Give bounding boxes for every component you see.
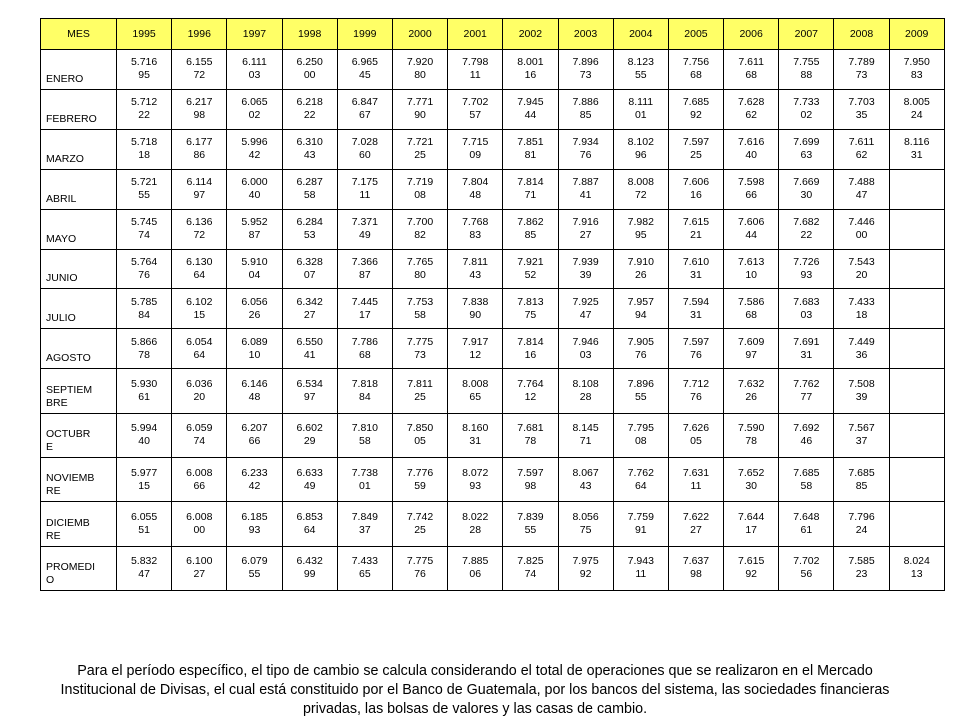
- rate-cell: 7.712 76: [668, 369, 723, 413]
- rate-cell: 6.114 97: [172, 169, 227, 209]
- rate-cell: 7.811 25: [392, 369, 447, 413]
- rate-cell: 7.920 80: [392, 50, 447, 90]
- rate-cell: 6.146 48: [227, 369, 282, 413]
- rate-cell: 7.814 71: [503, 169, 558, 209]
- rate-cell: 6.036 20: [172, 369, 227, 413]
- rate-cell: 7.611 62: [834, 129, 889, 169]
- rate-cell: 7.762 77: [779, 369, 834, 413]
- rate-cell: 7.616 40: [724, 129, 779, 169]
- rate-cell: 8.111 01: [613, 89, 668, 129]
- rate-cell: 5.952 87: [227, 209, 282, 249]
- rate-cell: 7.626 05: [668, 413, 723, 457]
- rate-cell: 7.776 59: [392, 457, 447, 501]
- rate-cell: 5.721 55: [117, 169, 172, 209]
- rate-cell: 7.775 73: [392, 329, 447, 369]
- table-row: [41, 209, 945, 249]
- month-cell: ABRIL: [41, 169, 117, 209]
- rate-cell: 7.699 63: [779, 129, 834, 169]
- rate-cell: 6.065 02: [227, 89, 282, 129]
- rate-cell: 7.917 12: [448, 329, 503, 369]
- rate-cell: 6.217 98: [172, 89, 227, 129]
- rate-cell: 6.218 22: [282, 89, 337, 129]
- rate-cell: 6.550 41: [282, 329, 337, 369]
- rate-cell: 6.853 64: [282, 502, 337, 546]
- rate-cell: 7.631 11: [668, 457, 723, 501]
- rate-cell: 6.287 58: [282, 169, 337, 209]
- rate-cell: 6.284 53: [282, 209, 337, 249]
- rate-cell: 6.342 27: [282, 289, 337, 329]
- header-year: 2009: [889, 19, 944, 50]
- rate-cell: 6.054 64: [172, 329, 227, 369]
- header-year: 2001: [448, 19, 503, 50]
- rate-cell: 7.685 58: [779, 457, 834, 501]
- rate-cell: 7.590 78: [724, 413, 779, 457]
- month-cell: SEPTIEM BRE: [41, 369, 117, 413]
- rate-cell: 7.606 16: [668, 169, 723, 209]
- rate-cell: 7.567 37: [834, 413, 889, 457]
- table-row: [41, 129, 945, 169]
- rate-cell: 7.765 80: [392, 249, 447, 289]
- header-year: 2008: [834, 19, 889, 50]
- rate-cell: 8.008 65: [448, 369, 503, 413]
- rate-cell: 7.764 12: [503, 369, 558, 413]
- rate-cell: 7.175 11: [337, 169, 392, 209]
- rate-cell: 6.534 97: [282, 369, 337, 413]
- month-cell: ENERO: [41, 50, 117, 90]
- rate-cell: 8.123 55: [613, 50, 668, 90]
- header-year: 2006: [724, 19, 779, 50]
- rate-cell: 7.597 98: [503, 457, 558, 501]
- rate-cell: 6.008 66: [172, 457, 227, 501]
- header-year: 2000: [392, 19, 447, 50]
- rate-cell: 7.628 62: [724, 89, 779, 129]
- rate-cell: 7.433 65: [337, 546, 392, 590]
- rate-cell: 7.719 08: [392, 169, 447, 209]
- month-cell: JULIO: [41, 289, 117, 329]
- month-cell: MARZO: [41, 129, 117, 169]
- rate-cell: 7.028 60: [337, 129, 392, 169]
- month-cell: AGOSTO: [41, 329, 117, 369]
- rate-cell: 7.838 90: [448, 289, 503, 329]
- rate-cell: 6.102 15: [172, 289, 227, 329]
- rate-cell: 7.804 48: [448, 169, 503, 209]
- rate-cell: 7.887 41: [558, 169, 613, 209]
- rate-cell: 7.613 10: [724, 249, 779, 289]
- rate-cell: 7.622 27: [668, 502, 723, 546]
- rate-cell: 8.001 16: [503, 50, 558, 90]
- rate-cell: [889, 457, 944, 501]
- rate-cell: 7.771 90: [392, 89, 447, 129]
- rate-cell: 7.925 47: [558, 289, 613, 329]
- rate-cell: 7.445 17: [337, 289, 392, 329]
- rate-cell: 7.885 06: [448, 546, 503, 590]
- rate-cell: 7.652 30: [724, 457, 779, 501]
- rate-cell: 7.813 75: [503, 289, 558, 329]
- rate-cell: [889, 329, 944, 369]
- rate-cell: 5.745 74: [117, 209, 172, 249]
- rate-cell: [889, 249, 944, 289]
- rate-cell: 7.682 22: [779, 209, 834, 249]
- rate-cell: 7.446 00: [834, 209, 889, 249]
- rate-cell: 7.738 01: [337, 457, 392, 501]
- rate-cell: 7.896 55: [613, 369, 668, 413]
- rate-cell: 7.702 57: [448, 89, 503, 129]
- rate-cell: 6.111 03: [227, 50, 282, 90]
- rate-cell: 7.488 47: [834, 169, 889, 209]
- month-cell: MAYO: [41, 209, 117, 249]
- rate-cell: 7.508 39: [834, 369, 889, 413]
- methodology-note: Para el período específico, el tipo de cambio se calcula considerando el total de operaciones que se realizaron en el Mercado Institucional de Divisas, el cual está constituido por el Banco de Guatemala, por los bancos del sistema, las sociedades financieras privadas, las bolsas de valores y las casas de cambio.: [60, 663, 890, 718]
- rate-cell: 7.598 66: [724, 169, 779, 209]
- rate-cell: [889, 209, 944, 249]
- rate-cell: 6.059 74: [172, 413, 227, 457]
- month-cell: NOVIEMB RE: [41, 457, 117, 501]
- rate-cell: 7.615 21: [668, 209, 723, 249]
- rate-cell: 8.005 24: [889, 89, 944, 129]
- rate-cell: 7.606 44: [724, 209, 779, 249]
- rate-cell: 6.055 51: [117, 502, 172, 546]
- rate-cell: 6.177 86: [172, 129, 227, 169]
- rate-cell: 6.847 67: [337, 89, 392, 129]
- rate-cell: 7.597 76: [668, 329, 723, 369]
- rate-cell: 6.056 26: [227, 289, 282, 329]
- rate-cell: 7.921 52: [503, 249, 558, 289]
- rate-cell: 7.433 18: [834, 289, 889, 329]
- header-year: 1996: [172, 19, 227, 50]
- rate-cell: 6.602 29: [282, 413, 337, 457]
- rate-cell: 7.798 11: [448, 50, 503, 90]
- table-row: [41, 546, 945, 590]
- rate-cell: 6.089 10: [227, 329, 282, 369]
- rate-cell: 7.896 73: [558, 50, 613, 90]
- rate-cell: 7.839 55: [503, 502, 558, 546]
- table-row: [41, 329, 945, 369]
- table-row: [41, 457, 945, 501]
- rate-cell: 7.742 25: [392, 502, 447, 546]
- rate-cell: 8.056 75: [558, 502, 613, 546]
- rate-cell: 7.692 46: [779, 413, 834, 457]
- month-cell: JUNIO: [41, 249, 117, 289]
- header-year: 1999: [337, 19, 392, 50]
- table-row: [41, 413, 945, 457]
- rate-cell: 7.609 97: [724, 329, 779, 369]
- rate-cell: 7.449 36: [834, 329, 889, 369]
- header-year: 2007: [779, 19, 834, 50]
- header-year: 2004: [613, 19, 668, 50]
- rate-cell: 6.155 72: [172, 50, 227, 90]
- header-year: 1998: [282, 19, 337, 50]
- rate-cell: 6.130 64: [172, 249, 227, 289]
- rate-cell: [889, 413, 944, 457]
- rate-cell: 5.716 95: [117, 50, 172, 90]
- rate-cell: 6.965 45: [337, 50, 392, 90]
- month-cell: OCTUBR E: [41, 413, 117, 457]
- rate-cell: [889, 369, 944, 413]
- rate-cell: 8.145 71: [558, 413, 613, 457]
- rate-cell: 7.715 09: [448, 129, 503, 169]
- rate-cell: [889, 289, 944, 329]
- rate-cell: 8.022 28: [448, 502, 503, 546]
- rate-cell: 7.648 61: [779, 502, 834, 546]
- rate-cell: 7.786 68: [337, 329, 392, 369]
- rate-cell: 7.585 23: [834, 546, 889, 590]
- header-year: 2002: [503, 19, 558, 50]
- rate-cell: 8.008 72: [613, 169, 668, 209]
- rate-cell: [889, 502, 944, 546]
- rate-cell: 7.371 49: [337, 209, 392, 249]
- rate-cell: 7.775 76: [392, 546, 447, 590]
- table-row: [41, 502, 945, 546]
- rate-cell: 8.116 31: [889, 129, 944, 169]
- rate-cell: 7.850 05: [392, 413, 447, 457]
- rate-cell: 5.866 78: [117, 329, 172, 369]
- rate-cell: 7.946 03: [558, 329, 613, 369]
- rate-cell: 7.851 81: [503, 129, 558, 169]
- rate-cell: 5.718 18: [117, 129, 172, 169]
- rate-cell: 7.934 76: [558, 129, 613, 169]
- rate-cell: 7.753 58: [392, 289, 447, 329]
- rate-cell: 7.681 78: [503, 413, 558, 457]
- rate-cell: 7.669 30: [779, 169, 834, 209]
- rate-cell: 7.762 64: [613, 457, 668, 501]
- table-row: [41, 289, 945, 329]
- rate-cell: 7.982 95: [613, 209, 668, 249]
- rate-cell: 7.756 68: [668, 50, 723, 90]
- rate-cell: 8.067 43: [558, 457, 613, 501]
- table-row: [41, 50, 945, 90]
- rate-cell: 6.185 93: [227, 502, 282, 546]
- rate-cell: 8.024 13: [889, 546, 944, 590]
- rate-cell: 7.703 35: [834, 89, 889, 129]
- table-row: [41, 169, 945, 209]
- rate-cell: 7.886 85: [558, 89, 613, 129]
- rate-cell: 7.905 76: [613, 329, 668, 369]
- rate-cell: 7.945 44: [503, 89, 558, 129]
- rate-cell: 8.108 28: [558, 369, 613, 413]
- rate-cell: 7.795 08: [613, 413, 668, 457]
- table-body: [41, 50, 945, 591]
- header-mes: MES: [41, 19, 117, 50]
- rate-cell: 5.930 61: [117, 369, 172, 413]
- rate-cell: 7.768 83: [448, 209, 503, 249]
- rate-cell: 6.207 66: [227, 413, 282, 457]
- rate-cell: 6.310 43: [282, 129, 337, 169]
- rate-cell: 7.611 68: [724, 50, 779, 90]
- rate-cell: 7.789 73: [834, 50, 889, 90]
- rate-cell: 7.726 93: [779, 249, 834, 289]
- rate-cell: 7.733 02: [779, 89, 834, 129]
- rate-cell: 6.079 55: [227, 546, 282, 590]
- header-year: 1995: [117, 19, 172, 50]
- rate-cell: 7.632 26: [724, 369, 779, 413]
- rate-cell: 7.910 26: [613, 249, 668, 289]
- rate-cell: 5.977 15: [117, 457, 172, 501]
- rate-cell: 7.975 92: [558, 546, 613, 590]
- header-year: 1997: [227, 19, 282, 50]
- header-year: 2005: [668, 19, 723, 50]
- rate-cell: 7.700 82: [392, 209, 447, 249]
- rate-cell: 7.721 25: [392, 129, 447, 169]
- rate-cell: 7.818 84: [337, 369, 392, 413]
- rate-cell: [889, 169, 944, 209]
- rate-cell: 5.832 47: [117, 546, 172, 590]
- rate-cell: 7.594 31: [668, 289, 723, 329]
- rate-cell: 6.136 72: [172, 209, 227, 249]
- month-cell: DICIEMB RE: [41, 502, 117, 546]
- rate-cell: 5.994 40: [117, 413, 172, 457]
- rate-cell: 7.759 91: [613, 502, 668, 546]
- table-header-row: [41, 19, 945, 50]
- rate-cell: 7.950 83: [889, 50, 944, 90]
- rate-cell: 7.543 20: [834, 249, 889, 289]
- rate-cell: 7.862 85: [503, 209, 558, 249]
- rate-cell: 7.957 94: [613, 289, 668, 329]
- table-row: [41, 249, 945, 289]
- rate-cell: 7.366 87: [337, 249, 392, 289]
- rate-cell: 7.691 31: [779, 329, 834, 369]
- rate-cell: 7.702 56: [779, 546, 834, 590]
- rate-cell: 5.910 04: [227, 249, 282, 289]
- rate-cell: 7.814 16: [503, 329, 558, 369]
- table-row: [41, 89, 945, 129]
- rate-cell: 7.796 24: [834, 502, 889, 546]
- rate-cell: 7.586 68: [724, 289, 779, 329]
- rate-cell: 7.615 92: [724, 546, 779, 590]
- rate-cell: 6.432 99: [282, 546, 337, 590]
- rate-cell: 7.825 74: [503, 546, 558, 590]
- rate-cell: 7.597 25: [668, 129, 723, 169]
- rate-cell: 7.644 17: [724, 502, 779, 546]
- rate-cell: 6.008 00: [172, 502, 227, 546]
- rate-cell: 7.637 98: [668, 546, 723, 590]
- rate-cell: 6.000 40: [227, 169, 282, 209]
- rate-cell: 7.810 58: [337, 413, 392, 457]
- rate-cell: 7.943 11: [613, 546, 668, 590]
- rate-cell: 5.785 84: [117, 289, 172, 329]
- rate-cell: 7.811 43: [448, 249, 503, 289]
- header-year: 2003: [558, 19, 613, 50]
- rate-cell: 6.233 42: [227, 457, 282, 501]
- rate-cell: 8.102 96: [613, 129, 668, 169]
- rate-cell: 7.849 37: [337, 502, 392, 546]
- rate-cell: 7.685 85: [834, 457, 889, 501]
- month-cell: PROMEDI O: [41, 546, 117, 590]
- rate-cell: 6.100 27: [172, 546, 227, 590]
- table-row: [41, 369, 945, 413]
- rate-cell: 7.755 88: [779, 50, 834, 90]
- rate-cell: 5.996 42: [227, 129, 282, 169]
- rate-cell: 7.610 31: [668, 249, 723, 289]
- rate-cell: 5.712 22: [117, 89, 172, 129]
- rate-cell: 6.250 00: [282, 50, 337, 90]
- rate-cell: 5.764 76: [117, 249, 172, 289]
- month-cell: FEBRERO: [41, 89, 117, 129]
- rate-cell: 6.633 49: [282, 457, 337, 501]
- rate-cell: 8.072 93: [448, 457, 503, 501]
- rate-cell: 8.160 31: [448, 413, 503, 457]
- rate-cell: 7.685 92: [668, 89, 723, 129]
- rate-cell: 6.328 07: [282, 249, 337, 289]
- exchange-rate-table: [40, 18, 945, 591]
- rate-cell: 7.683 03: [779, 289, 834, 329]
- rate-cell: 7.916 27: [558, 209, 613, 249]
- rate-cell: 7.939 39: [558, 249, 613, 289]
